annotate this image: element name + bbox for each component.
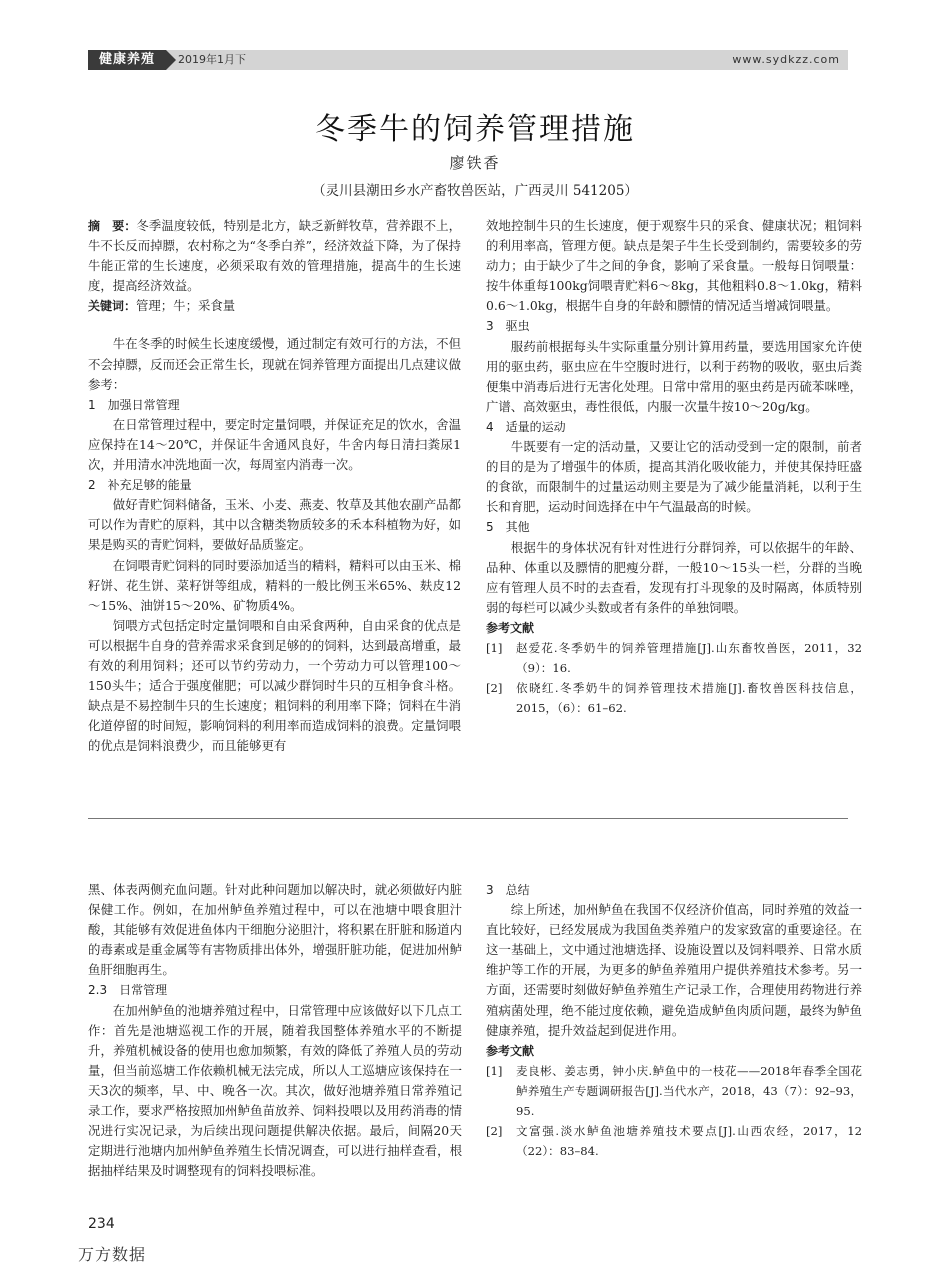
reference-number: [1] <box>486 640 503 655</box>
reference-text: 麦良彬、姜志勇，钟小庆.鲈鱼中的一枝花——2018年春季全国花鲈养殖生产专题调研报告[J].当代水产，2018，43（7）：92–93，95. <box>516 1063 862 1118</box>
abstract-label: 摘 要： <box>88 219 137 233</box>
upper-right-column <box>486 216 862 718</box>
author-affiliation: （灵川县潮田乡水产畜牧兽医站，广西灵川 541205） <box>312 183 638 199</box>
journal-url: www.sydkzz.com <box>732 53 840 66</box>
conclusion-paragraph: 综上所述，加州鲈鱼在我国不仅经济价值高，同时养殖的效益一直比较好，已经发展成为我国鱼类养殖户的发家致富的重要途径。在这一基础上，文中通过池塘选择、设施设置以及饲料喂养、日常水质维护等工作的开展，为更多的鲈鱼养殖用户提供养殖技术参考。另一方面，还需要时刻做好鲈鱼养殖生产记录工作，合理使用药物进行养殖病菌处理，绝不能过度依赖，避免造成鲈鱼肉质问题，最终为鲈鱼健康养殖，提升效益起到促进作用。 <box>486 902 862 1038</box>
section-2-paragraph-3: 饲喂方式包括定时定量饲喂和自由采食两种，自由采食的优点是可以根据牛自身的营养需求采食到足够的的饲料，达到最高增重，最有效的利用饲料；还可以节约劳动力，一个劳动力可以管理100～150头牛；适合于强度催肥；可以减少群饲时牛只的互相争食斗格。缺点是不易控制牛只的生长速度；粗饲料的利用率下降；饲料在牛消化道停留的时间短，影响饲料的利用率而造成饲料的浪费。定量饲喂的优点是饲料浪费少，而且能够更有 <box>88 617 461 754</box>
lower-right-column <box>486 880 862 1161</box>
section-3-paragraph: 服药前根据每头牛实际重量分别计算用药量，要选用国家允许使用的驱虫药，驱虫应在牛空腹时进行，以利于药物的吸收，驱虫后粪便集中消毒后进行无害化处理。日常中常用的驱虫药是丙硫苯咪唑，广谱、高效驱虫，毒性很低，内服一次量牛按10～20g/kg。 <box>486 338 862 414</box>
section-1-heading: 1 加强日常管理 <box>88 397 180 412</box>
section-1-paragraph: 在日常管理过程中，要定时定量饲喂，并保证充足的饮水，舍温应保持在14～20℃，并保证牛舍通风良好，牛舍内每日清扫粪尿1次，并用清水冲洗地面一次，每周室内消毒一次。 <box>88 416 461 473</box>
lower-references-heading: 参考文献 <box>486 1043 535 1058</box>
reference-text: 文富强.淡水鲈鱼池塘养殖技术要点[J].山西农经，2017，12（22）：83–84. <box>516 1123 862 1158</box>
running-header <box>88 50 848 70</box>
reference-number: [1] <box>486 1063 503 1078</box>
section-2-heading: 2 补充足够的能量 <box>88 478 192 493</box>
page-number: 234 <box>88 1216 115 1232</box>
section-4-paragraph: 牛既要有一定的活动量，又要让它的活动受到一定的限制，前者的目的是为了增强牛的体质，提高其消化吸收能力，并使其保持旺盛的食欲，而限制牛的过量运动则主要是为了减少能量消耗，以利于生长和育肥，运动时间选择在中午气温最高的时候。 <box>486 439 862 515</box>
abstract-text: 冬季温度较低，特别是北方，缺乏新鲜牧草，营养跟不上，牛不长反而掉膘，农村称之为“冬季白养”，经济效益下降，为了保持牛能正常的生长速度，必须采取有效的管理措施，提高牛的生长速度，提高经济效益。 <box>88 218 461 294</box>
section-4-heading: 4 适量的运动 <box>486 419 566 434</box>
section-2-paragraph-1: 做好青贮饲料储备，玉米、小麦、燕麦、牧草及其他农副产品都可以作为青贮的原料，其中以含糖类物质较多的禾本科植物为好，如果是购买的青贮饲料，要做好品质鉴定。 <box>88 497 461 553</box>
lower-left-column <box>88 880 462 1181</box>
conclusion-heading: 3 总结 <box>486 883 530 897</box>
section-2-3-heading: 2.3 日常管理 <box>88 983 168 998</box>
abstract <box>88 216 461 296</box>
column-tag: 健康养殖 <box>88 50 166 70</box>
references-heading: 参考文献 <box>486 620 535 635</box>
section-5-heading: 5 其他 <box>486 520 530 535</box>
lower-paragraph-2: 在加州鲈鱼的池塘养殖过程中，日常管理中应该做好以下几点工作：首先是池塘巡视工作的开展，随着我国整体养殖水平的不断提升，养殖机械设备的使用也愈加频繁，有效的降低了养殖人员的劳动量，但当前巡塘工作依赖机械无法完成，所以人工巡塘应该保持在一天3次的频率，早、中、晚各一次。其次，做好池塘养殖日常养殖记录工作，要求严格按照加州鲈鱼苗放养、饲料投喂以及用药消毒的情况进行实况记录，为后续出现问题提供解决依据。最后，间隔20天定期进行池塘内加州鲈鱼养殖生长情况调查，可以进行抽样查看，根据抽样结果及时调整现有的饲料投喂标准。 <box>88 1002 462 1179</box>
keywords-text: 管理；牛；采食量 <box>136 298 236 314</box>
keywords <box>88 296 461 316</box>
intro-paragraph: 牛在冬季的时候生长速度缓慢，通过制定有效可行的方法，不但不会掉膘，反而还会正常生长，现就在饲养管理方面提出几点建议做参考： <box>88 336 461 392</box>
reference-item <box>486 1121 862 1161</box>
section-2-paragraph-2: 在饲喂青贮饲料的同时要添加适当的精料，精料可以由玉米、棉籽饼、花生饼、菜籽饼等组成，精料的一般比例玉米65%、麸皮12～15%、油饼15～20%、矿物质4%。 <box>88 557 461 613</box>
lower-paragraph-1: 黑、体表两侧充血问题。针对此种问题加以解决时，就必须做好内脏保健工作。例如，在加州鲈鱼养殖过程中，可以在池塘中喂食胆汁酸，其能够有效促进鱼体内干细胞分泌胆汁，将积累在肝脏和肠道内的毒素或是重金属等有害物质排出体外，增强肝脏功能，促进加州鲈鱼肝细胞再生。 <box>88 882 462 978</box>
article-title: 冬季牛的饲养管理措施 <box>315 112 635 147</box>
watermark: 万方数据 <box>78 1245 147 1264</box>
reference-text: 赵爱花.冬季奶牛的饲养管理措施[J].山东畜牧兽医，2011，32（9）：16. <box>516 640 862 675</box>
reference-item <box>486 678 862 718</box>
reference-item <box>486 1061 862 1121</box>
section-5-paragraph: 根据牛的身体状况有针对性进行分群饲养，可以依据牛的年龄、品种、体重以及膘情的肥瘦分群，一般10～15头一栏，分群的当晚应有管理人员不时的去查看，发现有打斗现象的及时隔离，体质特别弱的每栏可以减少头数或者有条件的单独饲喂。 <box>486 539 862 615</box>
keywords-label: 关键词： <box>88 299 137 314</box>
reference-item <box>486 638 862 678</box>
reference-number: [2] <box>486 1123 503 1138</box>
author-name: 廖铁香 <box>449 154 501 172</box>
upper-left-column <box>88 216 461 756</box>
section-divider <box>88 818 848 819</box>
section-2-paragraph-3-continued: 效地控制牛只的生长速度，便于观察牛只的采食、健康状况；粗饲料的利用率高，管理方便。缺点是架子牛生长受到制约，需要较多的劳动力；由于缺少了牛之间的争食，影响了采食量。一般每日饲喂量：按牛体重每100kg饲喂青贮料6～8kg，其他粗料0.8～1.0kg，精料0.6～1.0kg，根据牛自身的年龄和膘情的情况适当增减饲喂量。 <box>486 218 862 314</box>
reference-number: [2] <box>486 680 503 695</box>
reference-text: 依晓红.冬季奶牛的饲养管理技术措施[J].畜牧兽医科技信息，2015，（6）：61–62. <box>516 680 862 715</box>
issue-date: 2019年1月下 <box>178 53 246 66</box>
section-3-heading: 3 驱虫 <box>486 319 530 334</box>
